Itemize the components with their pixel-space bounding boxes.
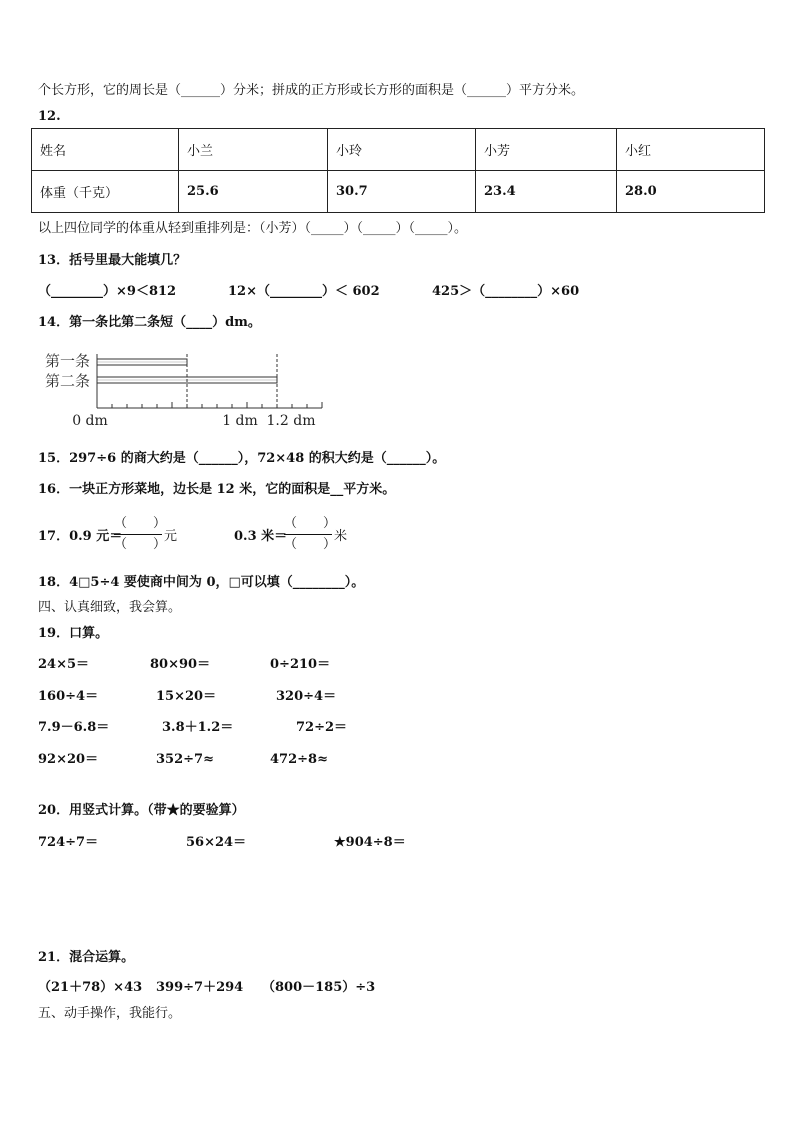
q16-text: 16．一块正方形菜地，边长是 12 米，它的面积是__平方米。 [38,482,396,497]
table-cell: 25.6 [179,171,328,213]
fraction-bar [114,534,162,535]
fraction-2 [284,515,337,554]
q13-item-2: 12×（________）＜ 602 [228,284,380,299]
table-cell: 28.0 [617,171,765,213]
q20-title: 20．用竖式计算。（带★的要验算） [38,803,245,818]
q19-title: 19．口算。 [38,626,109,641]
q21-title: 21．混合运算。 [38,950,135,965]
section-5-heading: 五、动手操作，我能行。 [38,1006,182,1021]
ruler-tick-label: 1.2 dm [266,413,316,429]
fraction-denominator-blank: （ ） [114,537,167,552]
fraction-1 [114,515,167,554]
q17-prefix-2: 0.3 米＝ [234,529,288,544]
calc-item: 0÷210＝ [270,657,331,672]
q17-prefix-1: 17．0.9 元＝ [38,529,123,544]
calc-item: 92×20＝ [38,752,99,767]
vertical-calc-item: 724÷7＝ [38,835,99,850]
calc-item: 352÷7≈ [156,752,214,767]
calc-item: 3.8＋1.2＝ [162,720,234,735]
fraction-numerator-blank: （ ） [114,516,167,531]
q17-unit-1: 元 [164,529,178,544]
q15-text: 15．297÷6 的商大约是（______），72×48 的积大约是（______）。 [38,451,446,466]
calc-item: 472÷8≈ [270,752,328,767]
calc-item: 24×5＝ [38,657,90,672]
weight-table [31,128,765,213]
table-cell: 小玲 [328,129,476,171]
table-cell: 小红 [617,129,765,171]
calc-item: 160÷4＝ [38,689,99,704]
fraction-numerator-blank: （ ） [284,516,337,531]
table-cell: 23.4 [476,171,617,213]
table-cell: 姓名 [32,129,179,171]
q18-text: 18．4□5÷4 要使商中间为 0，□可以填（________）。 [38,575,365,590]
vertical-calc-item: ★904÷8＝ [334,835,406,850]
ruler-diagram [40,346,360,436]
q13-title: 13．括号里最大能填几？ [38,253,187,268]
q13-item-3: 425＞（________）×60 [432,284,580,299]
bar2-label: 第二条 [45,372,91,390]
q17-unit-2: 米 [334,529,348,544]
fraction-denominator-blank: （ ） [284,537,337,552]
calc-item: 80×90＝ [150,657,211,672]
section-4-heading: 四、认真细致，我会算。 [38,600,182,615]
mixed-calc-item: （21＋78）×43 [38,980,143,995]
table-cell: 小芳 [476,129,617,171]
q12-label: 12. [38,109,61,124]
q14-title: 14．第一条比第二条短（____）dm。 [38,315,261,330]
table-row [32,171,765,213]
mixed-calc-item: （800－185）÷3 [262,980,376,995]
table-cell: 小兰 [179,129,328,171]
calc-item: 15×20＝ [156,689,217,704]
table-cell: 体重（千克） [32,171,179,213]
q12-order-text: 以上四位同学的体重从轻到重排列是：（小芳）（_____）（_____）（_____）。 [38,221,468,236]
bar1-label: 第一条 [45,352,91,370]
fraction-bar [284,534,332,535]
calc-item: 72÷2＝ [296,720,348,735]
table-row [32,129,765,171]
table-cell: 30.7 [328,171,476,213]
calc-item: 320÷4＝ [276,689,337,704]
ruler-tick-label: 0 dm [72,413,108,429]
ruler-tick-label: 1 dm [222,413,258,429]
q13-item-1: （________）×9＜812 [38,284,177,299]
q11-tail-text: 个长方形，它的周长是（______）分米；拼成的正方形或长方形的面积是（______）平方分米。 [38,83,585,98]
mixed-calc-item: 399÷7＋294 [156,980,244,995]
vertical-calc-item: 56×24＝ [186,835,247,850]
calc-item: 7.9－6.8＝ [38,720,110,735]
